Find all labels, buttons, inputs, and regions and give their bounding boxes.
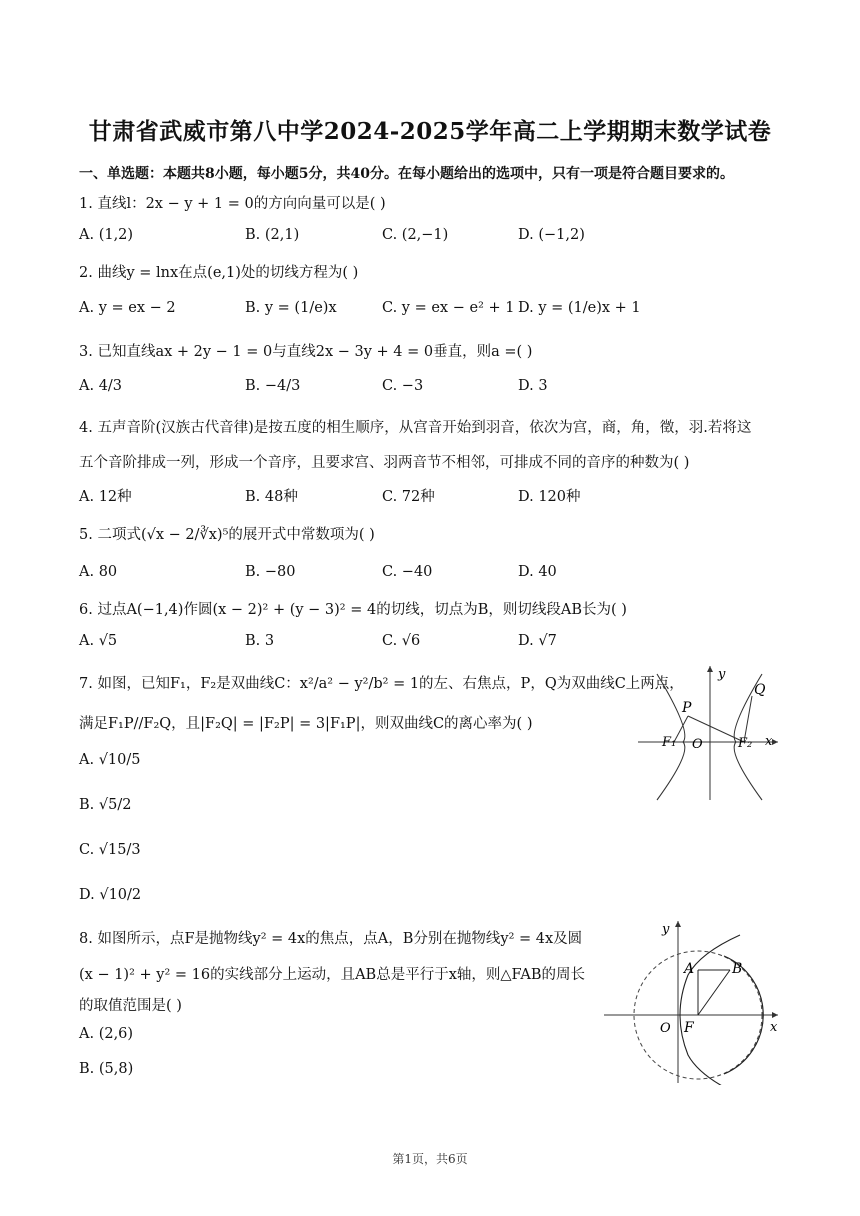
- fig8-parabola: [680, 935, 743, 1085]
- q4-option-c[interactable]: C. 72种: [382, 489, 435, 505]
- page-title: 甘肃省武威市第八中学2024-2025学年高二上学期期末数学试卷: [88, 118, 772, 145]
- fig8-label-a: A: [684, 961, 695, 977]
- page-footer: 第1页，共6页: [392, 1152, 468, 1166]
- fig8-segment-fb: [698, 970, 730, 1015]
- fig7-label-f2: F₂: [738, 736, 753, 751]
- q8-option-b[interactable]: B. (5,8): [79, 1061, 134, 1077]
- question-7-stem-line2: 满足F₁P//F₂Q，且|F₂Q| = |F₂P| = 3|F₁P|，则双曲线C的离心率为( ): [79, 716, 533, 732]
- hyperbola-figure: [632, 660, 782, 805]
- fig7-label-p: P: [682, 700, 692, 716]
- q2-option-b[interactable]: B. y = (1/e)x: [245, 300, 337, 316]
- q6-option-d[interactable]: D. √7: [518, 633, 557, 649]
- fig8-label-f: F: [684, 1020, 694, 1036]
- question-2-stem: 2. 曲线y = lnx在点(e,1)处的切线方程为( ): [79, 265, 359, 281]
- q8-option-a[interactable]: A. (2,6): [79, 1026, 134, 1042]
- fig7-label-f1: F₁: [662, 735, 677, 750]
- question-5-stem: 5. 二项式(√x − 2/∛x)⁵的展开式中常数项为( ): [79, 527, 375, 543]
- q7-option-c[interactable]: C. √15/3: [79, 842, 141, 858]
- question-1-stem: 1. 直线l：2x − y + 1 = 0的方向向量可以是( ): [79, 196, 386, 212]
- q5-option-d[interactable]: D. 40: [518, 564, 557, 580]
- q1-option-c[interactable]: C. (2,−1): [382, 227, 449, 243]
- fig8-label-b: B: [732, 961, 743, 977]
- question-3-stem: 3. 已知直线ax + 2y − 1 = 0与直线2x − 3y + 4 = 0垂直，则a =( ): [79, 344, 533, 360]
- fig7-label-o: O: [692, 737, 703, 752]
- question-7-stem-line1: 7. 如图，已知F₁，F₂是双曲线C：x²/a² − y²/b² = 1的左、右焦点，P，Q为双曲线C上两点，: [79, 676, 684, 692]
- q1-option-a[interactable]: A. (1,2): [79, 227, 134, 243]
- question-8-stem-line2: (x − 1)² + y² = 16的实线部分上运动，且AB总是平行于x轴，则△FAB的周长: [79, 967, 585, 983]
- q3-option-a[interactable]: A. 4/3: [79, 378, 123, 394]
- question-4-stem-line2: 五个音阶排成一列，形成一个音序，且要求宫、羽两音节不相邻，可排成不同的音序的种数为( ): [79, 455, 690, 471]
- section-heading: 一、单选题：本题共8小题，每小题5分，共40分。在每小题给出的选项中，只有一项是符合题目要求的。: [79, 166, 734, 182]
- q1-option-d[interactable]: D. (−1,2): [518, 227, 585, 243]
- fig8-label-x: x: [770, 1020, 778, 1035]
- fig8-label-y: y: [662, 922, 670, 937]
- q1-option-b[interactable]: B. (2,1): [245, 227, 300, 243]
- q2-option-a[interactable]: A. y = ex − 2: [79, 300, 176, 316]
- q3-option-d[interactable]: D. 3: [518, 378, 548, 394]
- question-4-stem-line1: 4. 五声音阶(汉族古代音律)是按五度的相生顺序，从宫音开始到羽音，依次为宫，商，角，徵，羽.若将这: [79, 420, 752, 436]
- q2-option-d[interactable]: D. y = (1/e)x + 1: [518, 300, 641, 316]
- fig7-label-y: y: [718, 667, 726, 682]
- fig7-label-q: Q: [754, 682, 766, 698]
- question-8-stem-line1: 8. 如图所示，点F是抛物线y² = 4x的焦点，点A，B分别在抛物线y² = 4x及圆: [79, 931, 583, 947]
- q2-option-c[interactable]: C. y = ex − e² + 1: [382, 300, 515, 316]
- q7-option-d[interactable]: D. √10/2: [79, 887, 142, 903]
- q5-option-b[interactable]: B. −80: [245, 564, 296, 580]
- q4-option-b[interactable]: B. 48种: [245, 489, 298, 505]
- q5-option-a[interactable]: A. 80: [79, 564, 118, 580]
- q6-option-b[interactable]: B. 3: [245, 633, 275, 649]
- q4-option-a[interactable]: A. 12种: [79, 489, 132, 505]
- q3-option-b[interactable]: B. −4/3: [245, 378, 301, 394]
- q3-option-c[interactable]: C. −3: [382, 378, 424, 394]
- fig8-label-o: O: [660, 1021, 671, 1036]
- parabola-circle-figure: [600, 915, 785, 1085]
- question-8-stem-line3: 的取值范围是( ): [79, 998, 182, 1014]
- question-6-stem: 6. 过点A(−1,4)作圆(x − 2)² + (y − 3)² = 4的切线，切点为B，则切线段AB长为( ): [79, 602, 627, 618]
- q6-option-c[interactable]: C. √6: [382, 633, 421, 649]
- q4-option-d[interactable]: D. 120种: [518, 489, 581, 505]
- q5-option-c[interactable]: C. −40: [382, 564, 433, 580]
- q7-option-b[interactable]: B. √5/2: [79, 797, 132, 813]
- fig7-label-x: x: [765, 734, 773, 749]
- q7-option-a[interactable]: A. √10/5: [79, 752, 141, 768]
- q6-option-a[interactable]: A. √5: [79, 633, 118, 649]
